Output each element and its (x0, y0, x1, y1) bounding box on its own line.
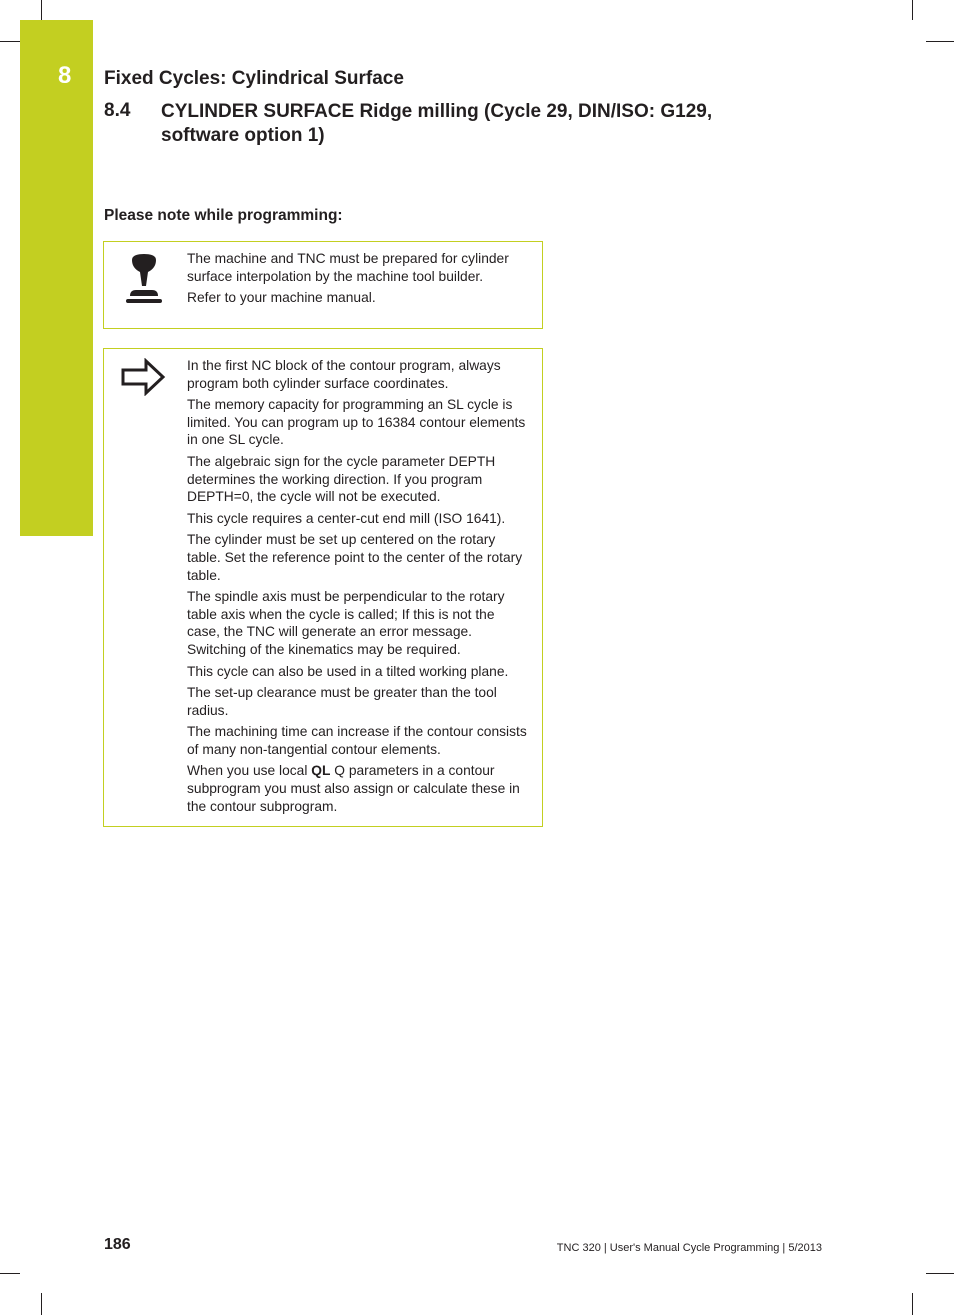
note-paragraph: The set-up clearance must be greater than the tool radius. (187, 685, 497, 718)
crop-mark (41, 1293, 42, 1315)
crop-mark (926, 41, 954, 42)
machine-note-text (187, 242, 542, 328)
chapter-tab (20, 20, 93, 536)
note-paragraph: The memory capacity for programming an SL cycle is limited. You can program up to 16384 contour elements in one SL cycle. (187, 397, 526, 448)
machine-note-box (103, 241, 543, 329)
machine-tool-icon (124, 252, 164, 308)
crop-mark (0, 41, 20, 42)
programming-notes-text (187, 349, 542, 826)
section-title: CYLINDER SURFACE Ridge milling (Cycle 29, DIN/ISO: G129, software option 1) (161, 101, 713, 146)
section-number: 8.4 (104, 100, 131, 121)
arrow-right-icon (120, 358, 166, 396)
note-paragraph: The algebraic sign for the cycle parameter DEPTH determines the working direction. If you program DEPTH=0, the cycle will not be executed. (187, 453, 496, 505)
footer-text: TNC 320 | User's Manual Cycle Programming | 5/2013 (556, 1242, 822, 1254)
note-paragraph: Refer to your machine manual. (187, 290, 376, 306)
crop-mark (912, 1293, 913, 1315)
note-paragraph: In the first NC block of the contour program, always program both cylinder surface coordinates. (187, 358, 501, 391)
page-number: 186 (104, 1236, 131, 1253)
crop-mark (926, 1273, 954, 1274)
icon-column (104, 349, 186, 826)
note-paragraph: The cylinder must be set up centered on the rotary table. Set the reference point to the center of the rotary table. (187, 532, 523, 583)
text-segment: When you use local (187, 763, 312, 779)
note-paragraph: This cycle can also be used in a tilted working plane. (187, 663, 509, 679)
programming-notes-box (103, 348, 543, 827)
note-paragraph: The spindle axis must be perpendicular to the rotary table axis when the cycle is called; If this is not the case, the TNC will generate an error message. Switching of the kinematics may be required. (187, 589, 505, 657)
icon-column (104, 242, 186, 328)
crop-mark (0, 1273, 20, 1274)
chapter-number: 8 (58, 62, 72, 89)
chapter-title: Fixed Cycles: Cylindrical Surface (104, 68, 404, 89)
ql-keyword: QL (311, 763, 331, 779)
note-paragraph-ql (187, 762, 530, 815)
note-paragraph: The machining time can increase if the contour consists of many non-tangential contour elements. (187, 724, 527, 757)
note-paragraph: The machine and TNC must be prepared for cylinder surface interpolation by the machine tool builder. (187, 251, 509, 284)
subheading: Please note while programming: (104, 207, 343, 224)
text-segment: Q parameters in a contour subprogram you must also assign or calculate these in the contour subprogram. (187, 763, 520, 814)
crop-mark (41, 0, 42, 20)
crop-mark (912, 0, 913, 20)
note-paragraph: This cycle requires a center-cut end mill (ISO 1641). (187, 510, 506, 526)
